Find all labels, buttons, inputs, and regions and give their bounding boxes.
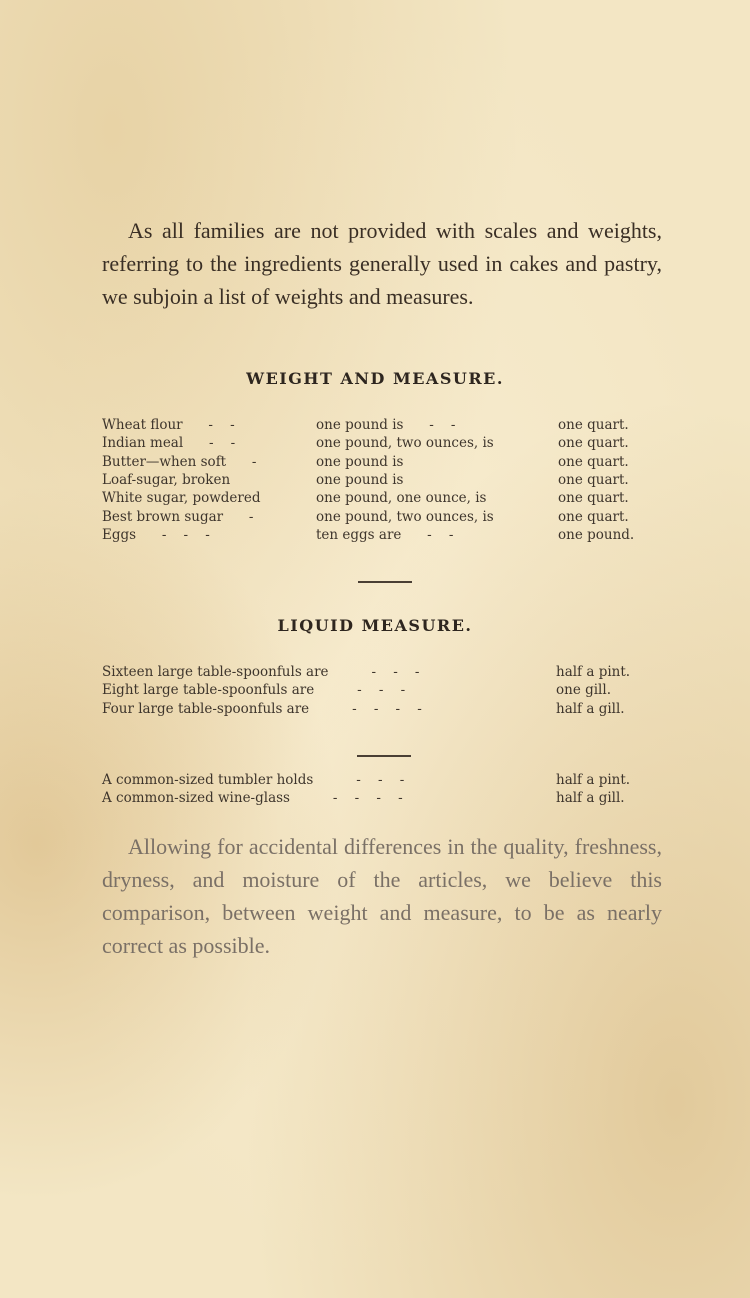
result-cell: one quart. — [558, 453, 629, 470]
liquid-measure-table — [102, 663, 648, 718]
result-cell: half a gill. — [556, 790, 625, 807]
result-cell: half a pint. — [556, 664, 631, 681]
item-label: Loaf-sugar, broken — [102, 472, 231, 489]
item-label: Eight large table-spoonfuls are — [102, 682, 315, 699]
measure-cell — [316, 526, 556, 544]
closing-paragraph: Allowing for accidental differences in the quality, freshness, dryness, and moisture of the articles, we believe this comparison, between weight and measure, to be as nearly correct as possible. — [102, 834, 662, 958]
result-cell: one pound. — [558, 526, 635, 543]
item-label: Eggs — [102, 526, 137, 543]
measure-label: one pound, two ounces, is — [316, 508, 494, 525]
table-row — [102, 489, 648, 507]
item-label: Best brown sugar — [102, 508, 224, 525]
item-cell — [102, 489, 316, 507]
measure-label: one pound, two ounces, is — [316, 435, 494, 452]
leader-dashes: - — [248, 508, 254, 525]
result-cell: one quart. — [558, 472, 629, 489]
item-cell — [102, 663, 556, 681]
item-cell — [102, 700, 556, 718]
item-cell — [102, 526, 316, 544]
leader-dashes: - - — [208, 435, 236, 452]
table-row — [102, 771, 648, 789]
leader-dashes: - - - — [371, 664, 420, 681]
item-cell — [102, 507, 316, 525]
item-label: Butter—when soft — [102, 453, 227, 470]
result-cell: one quart. — [558, 435, 629, 452]
item-cell — [102, 453, 316, 471]
intro-paragraph: As all families are not provided with scales and weights, referring to the ingredients generally used in cakes and pastry, we subjoin a list of weights and measures. — [102, 218, 662, 309]
result-cell: half a pint. — [556, 772, 631, 789]
leader-dashes: - - - — [356, 772, 405, 789]
item-label: Indian meal — [102, 435, 184, 452]
leader-dashes: - - - — [357, 682, 406, 699]
measure-label: one pound is — [316, 453, 404, 470]
table-row — [102, 789, 648, 807]
table-row — [102, 471, 648, 489]
result-cell: half a gill. — [556, 700, 625, 717]
item-label: White sugar, powdered — [102, 490, 261, 507]
vessel-measure-table — [102, 771, 648, 808]
item-label: Four large table-spoonfuls are — [102, 700, 310, 717]
item-label: A common-sized tumbler holds — [102, 772, 314, 789]
measure-label: one pound is — [316, 472, 404, 489]
measure-label: one pound is — [316, 417, 404, 434]
leader-dashes: - - - - — [352, 700, 422, 717]
item-label: Wheat flour — [102, 417, 183, 434]
measure-cell — [316, 489, 556, 507]
item-cell — [102, 789, 556, 807]
table-row — [102, 700, 648, 718]
result-cell: one quart. — [558, 508, 629, 525]
measure-cell — [316, 471, 556, 489]
table-row — [102, 453, 648, 471]
table-row — [102, 507, 648, 525]
item-cell — [102, 471, 316, 489]
table-row — [102, 416, 648, 434]
measure-label: ten eggs are — [316, 526, 402, 543]
measure-label: one pound, one ounce, is — [316, 490, 487, 507]
item-cell — [102, 681, 556, 699]
item-cell — [102, 416, 316, 434]
table-row — [102, 434, 648, 452]
measure-cell — [316, 416, 556, 434]
item-label: A common-sized wine-glass — [102, 790, 290, 807]
measure-cell — [316, 507, 556, 525]
item-label: Sixteen large table-spoonfuls are — [102, 664, 329, 681]
item-cell — [102, 434, 316, 452]
weight-measure-table — [102, 416, 648, 544]
leader-dashes: - - — [427, 526, 454, 543]
measure-cell — [316, 453, 556, 471]
table-row — [102, 681, 648, 699]
leader-dashes: - - — [429, 417, 456, 434]
section-divider — [357, 755, 411, 757]
table-row — [102, 526, 648, 544]
item-cell — [102, 771, 556, 789]
table-row — [102, 663, 648, 681]
leader-dashes: - — [251, 453, 257, 470]
liquid-measure-heading: LIQUID MEASURE. — [277, 616, 473, 635]
section-divider — [358, 581, 412, 583]
result-cell: one gill. — [556, 682, 611, 699]
result-cell: one quart. — [558, 417, 629, 434]
result-cell: one quart. — [558, 490, 629, 507]
leader-dashes: - - — [208, 417, 235, 434]
leader-dashes: - - - - — [332, 790, 403, 807]
leader-dashes: - - - — [161, 526, 210, 543]
weight-measure-heading: WEIGHT AND MEASURE. — [246, 369, 504, 388]
measure-cell — [316, 434, 556, 452]
